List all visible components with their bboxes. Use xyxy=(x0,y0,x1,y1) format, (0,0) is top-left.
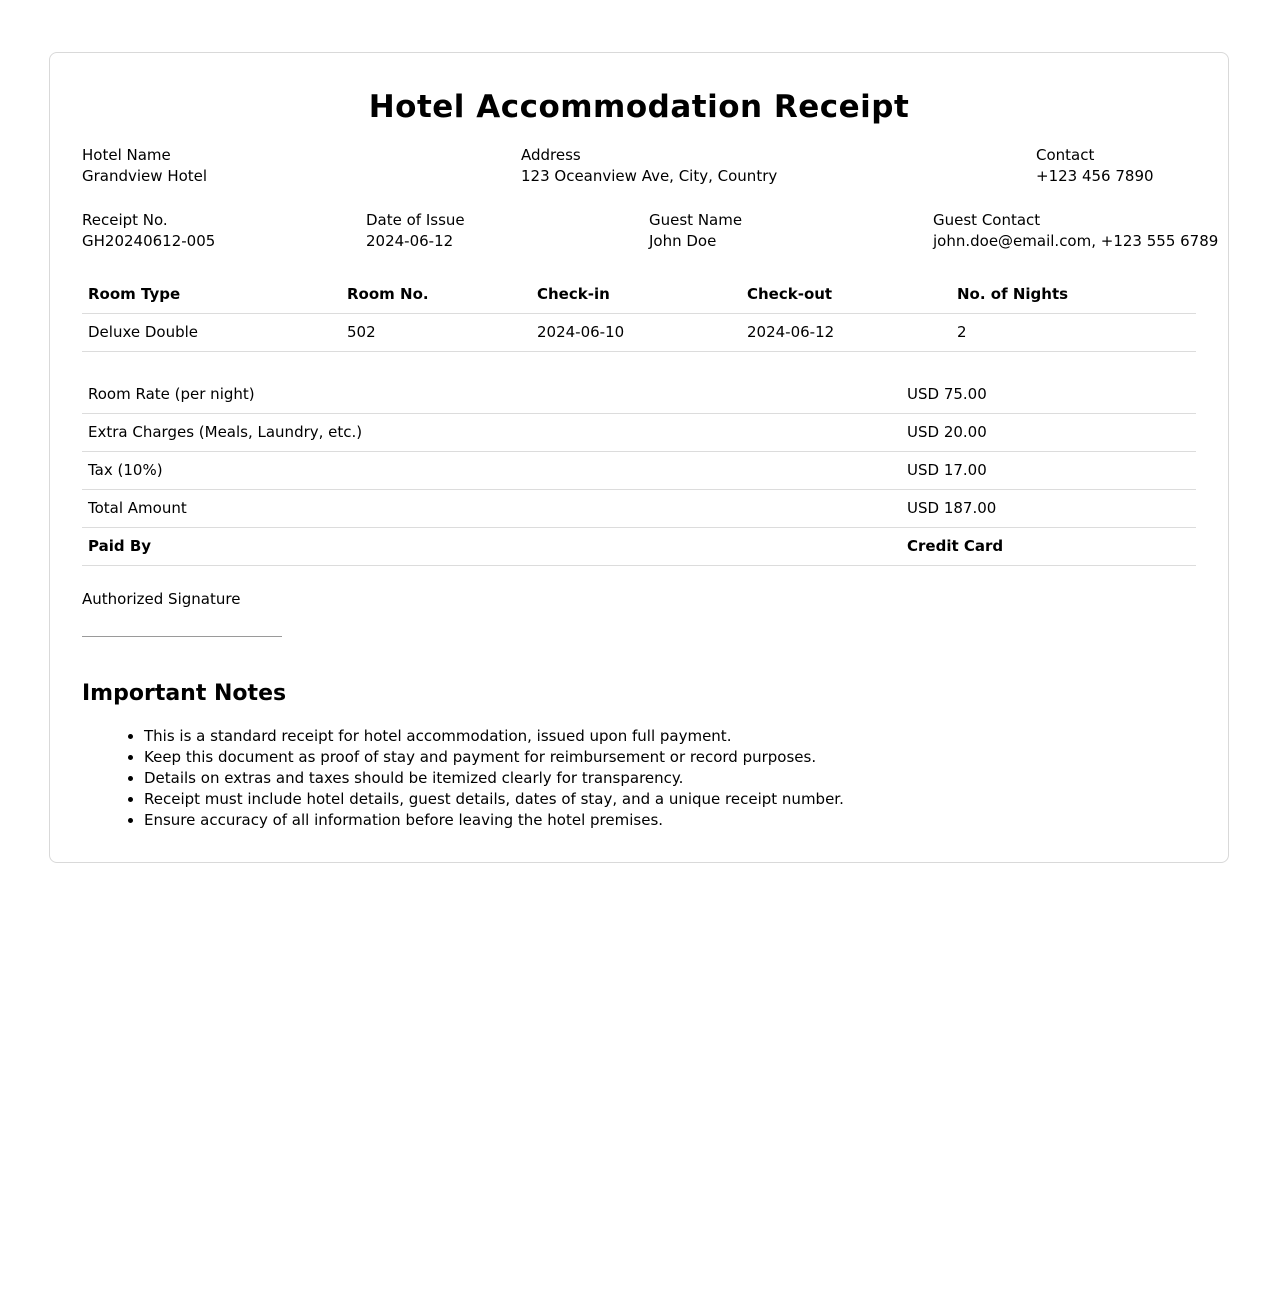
hotel-contact-label: Contact xyxy=(1036,146,1095,164)
address-field xyxy=(521,145,777,187)
receipt-number-label: Receipt No. xyxy=(82,211,168,229)
page-title: Hotel Accommodation Receipt xyxy=(368,89,910,125)
charge-label: Extra Charges (Meals, Laundry, etc.) xyxy=(82,413,901,451)
table-row xyxy=(82,489,1196,527)
notes-title: Important Notes xyxy=(82,681,287,706)
hotel-name-label: Hotel Name xyxy=(82,146,171,164)
column-header: Check-in xyxy=(531,275,741,313)
charge-label: Room Rate (per night) xyxy=(82,375,901,413)
receipt-card xyxy=(49,52,1229,863)
issue-date-field xyxy=(366,210,465,252)
column-header: Check-out xyxy=(741,275,951,313)
charge-value: USD 17.00 xyxy=(901,451,1196,489)
charges-table xyxy=(82,375,1196,566)
issue-date-label: Date of Issue xyxy=(366,211,465,229)
receipt-number-field xyxy=(82,210,215,252)
guest-name-field xyxy=(649,210,742,252)
table-row xyxy=(82,527,1196,565)
stay-table xyxy=(82,275,1196,352)
table-row xyxy=(82,451,1196,489)
signature-line xyxy=(82,636,282,637)
hotel-contact-value: +123 456 7890 xyxy=(1036,167,1154,185)
list-item: • Keep this document as proof of stay and payment for reimbursement or record purposes. xyxy=(144,747,844,768)
guest-contact-field xyxy=(933,210,1218,252)
address-value: 123 Oceanview Ave, City, Country xyxy=(521,167,778,185)
list-item: • Details on extras and taxes should be itemized clearly for transparency. xyxy=(144,768,844,789)
hotel-name-value: Grandview Hotel xyxy=(82,167,208,185)
hotel-contact-field xyxy=(1036,145,1154,187)
charge-value: USD 20.00 xyxy=(901,413,1196,451)
list-item: • This is a standard receipt for hotel accommodation, issued upon full payment. xyxy=(144,726,844,747)
check-out-cell: 2024-06-12 xyxy=(741,313,951,351)
table-row xyxy=(82,413,1196,451)
list-item: • Receipt must include hotel details, guest details, dates of stay, and a unique receipt number. xyxy=(144,789,844,810)
room-number-cell: 502 xyxy=(341,313,531,351)
guest-name-value: John Doe xyxy=(649,232,717,250)
guest-name-label: Guest Name xyxy=(649,211,743,229)
guest-contact-value: john.doe@email.com, +123 555 6789 xyxy=(933,232,1219,250)
table-row xyxy=(82,375,1196,413)
list-item: • Ensure accuracy of all information before leaving the hotel premises. xyxy=(144,810,844,831)
signature-label: Authorized Signature xyxy=(82,590,241,608)
paid-by-label: Paid By xyxy=(82,527,901,565)
guest-contact-label: Guest Contact xyxy=(933,211,1041,229)
column-header: Room Type xyxy=(82,275,341,313)
paid-by-value: Credit Card xyxy=(901,527,1196,565)
charge-value: USD 75.00 xyxy=(901,375,1196,413)
charge-value: USD 187.00 xyxy=(901,489,1196,527)
table-row xyxy=(82,313,1196,351)
charge-label: Tax (10%) xyxy=(82,451,901,489)
check-in-cell: 2024-06-10 xyxy=(531,313,741,351)
address-label: Address xyxy=(521,146,581,164)
nights-cell: 2 xyxy=(951,313,1196,351)
notes-list xyxy=(144,726,844,831)
issue-date-value: 2024-06-12 xyxy=(366,232,454,250)
hotel-name-field xyxy=(82,145,207,187)
stay-header-row xyxy=(82,275,1196,313)
receipt-number-value: GH20240612-005 xyxy=(82,232,216,250)
charge-label: Total Amount xyxy=(82,489,901,527)
column-header: No. of Nights xyxy=(951,275,1196,313)
column-header: Room No. xyxy=(341,275,531,313)
room-type-cell: Deluxe Double xyxy=(82,313,341,351)
